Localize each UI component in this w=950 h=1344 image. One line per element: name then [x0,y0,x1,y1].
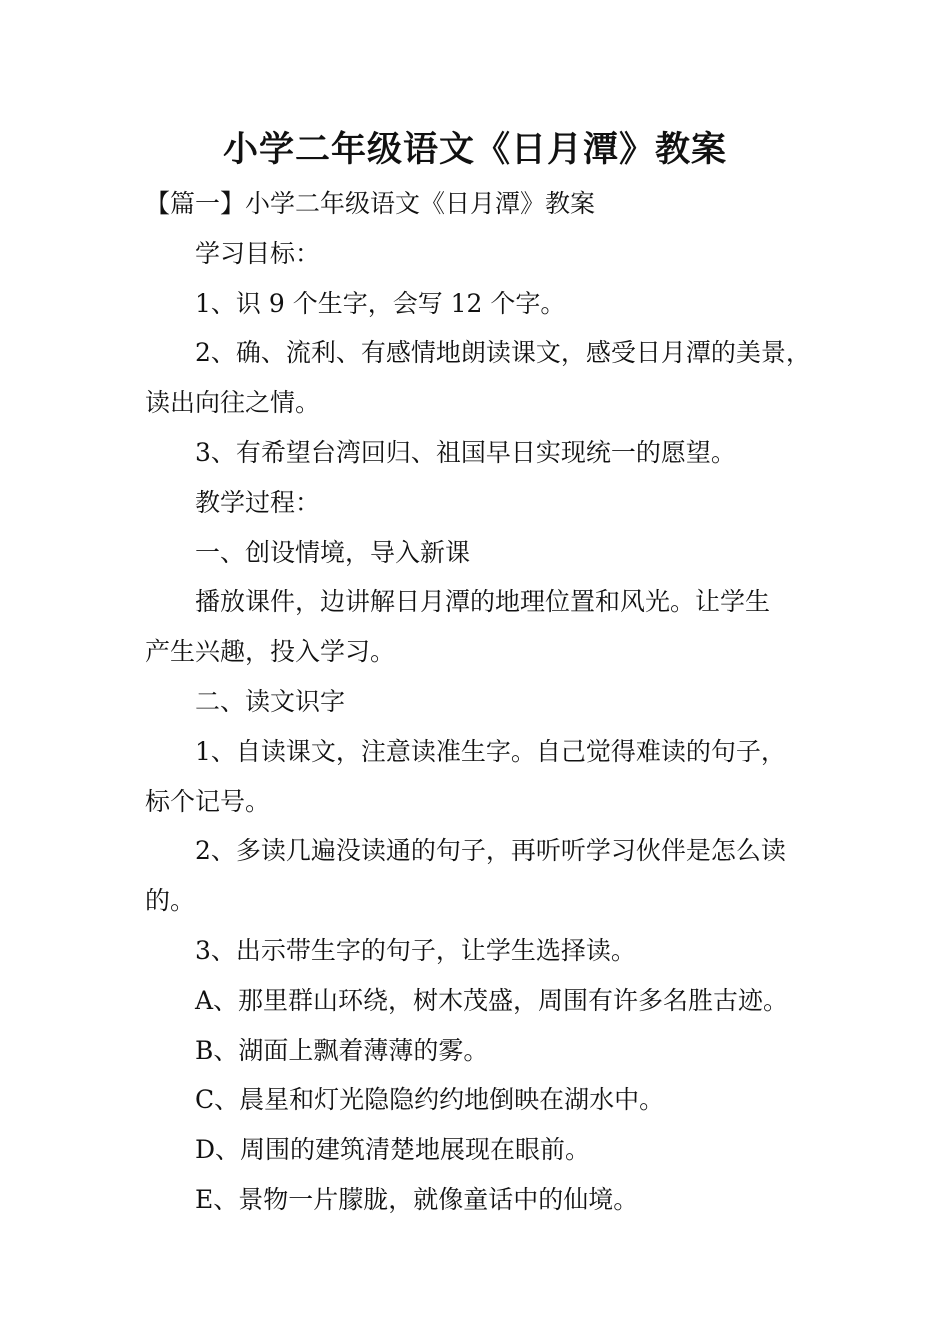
paragraph-line: 标个记号。 [145,786,271,816]
paragraph-line: C、晨星和灯光隐隐约约地倒映在湖水中。 [195,1085,665,1115]
paragraph-line: B、湖面上飘着薄薄的雾。 [195,1035,489,1065]
paragraph-line: 2、确、流利、有感情地朗读课文，感受日月潭的美景， [195,338,811,368]
page-title: 小学二年级语文《日月潭》教案 [222,129,727,170]
paragraph-line: 3、有希望台湾回归、祖国早日实现统一的愿望。 [195,437,736,467]
paragraph-line: 学习目标： [195,238,321,268]
paragraph-line: 一、创设情境，导入新课 [195,537,471,567]
paragraph-line: 的。 [145,886,196,916]
paragraph-line: 二、读文识字 [195,686,346,716]
paragraph-line: 1、自读课文，注意读准生字。自己觉得难读的句子， [195,736,786,766]
document-body [145,179,811,1225]
paragraph-line: 3、出示带生字的句子，让学生选择读。 [195,935,636,965]
paragraph-line: 读出向往之情。 [145,388,321,418]
paragraph-line: 1、识 9 个生字，会写 12 个字。 [195,288,566,318]
section-heading: 【篇一】小学二年级语文《日月潭》教案 [145,189,596,218]
paragraph-line: 教学过程： [195,487,321,517]
paragraph-line: A、那里群山环绕，树木茂盛，周围有许多名胜古迹。 [195,985,789,1015]
paragraph-line: E、景物一片朦胧，就像童话中的仙境。 [195,1184,639,1214]
paragraph-line: 产生兴趣，投入学习。 [145,637,396,667]
paragraph-line: D、周围的建筑清楚地展现在眼前。 [195,1135,591,1165]
paragraph-line: 2、多读几遍没读通的句子，再听听学习伙伴是怎么读 [195,836,786,866]
paragraph-line: 播放课件，边讲解日月潭的地理位置和风光。让学生 [195,587,771,617]
